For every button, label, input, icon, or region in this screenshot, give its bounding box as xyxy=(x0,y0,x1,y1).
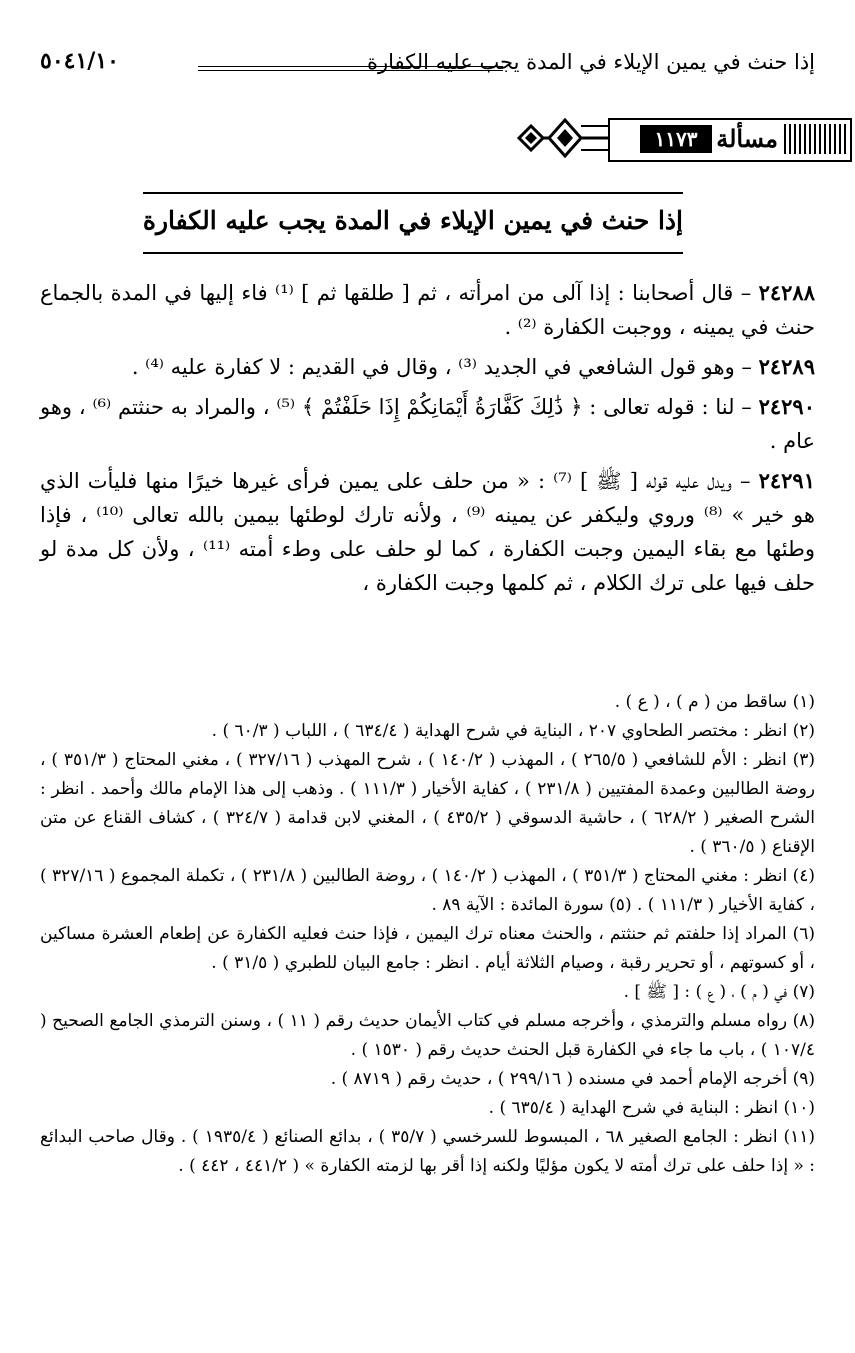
main-text xyxy=(40,276,815,606)
page-number: ٥٠٤١/١٠ xyxy=(40,48,119,74)
paragraph-text: – ويدل عليه قوله [ ﷺ ] ⁽⁷⁾ : « من حلف على يمين فرأى غيرها خيرًا منها فليأت الذي هو خير » ⁽⁸⁾ وروي وليكفر عن يمينه ⁽⁹⁾ ، ولأنه تارك لوطئها بيمين بالله تعالى ⁽¹⁰⁾ ، فإذا وطئها مع بقاء اليمين وجبت الكفارة ، كما لو حلف على وطء أمته ⁽¹¹⁾ ، ولأن كل مدة لو حلف فيها على ترك الكلام ، ثم كلمها وجبت الكفارة ، xyxy=(40,469,815,595)
footnote: (١٠) انظر : البناية في شرح الهداية ( ٦٣٥/٤ ) . xyxy=(488,1098,815,1118)
running-header xyxy=(40,50,815,84)
footnote: (٢) انظر : مختصر الطحاوي ٢٠٧ ، البناية في شرح الهداية ( ٦٣٤/٤ ) ، اللباب ( ٦٠/٣ ) . xyxy=(211,721,815,741)
masala-box xyxy=(608,118,852,162)
paragraph-number: ٢٤٢٩١ xyxy=(758,468,815,493)
paragraph-text: – لنا : قوله تعالى : ﴿ ذَٰلِكَ كَفَّارَةُ أَيْمَانِكُمْ إِذَا حَلَفْتُمْ ﴾ ⁽⁵⁾ ، والمراد به حنثتم ⁽⁶⁾ ، وهو عام . xyxy=(40,395,815,453)
footnote: (١) ساقط من ( م ) ، ( ع ) . xyxy=(614,692,815,712)
header-rule xyxy=(198,66,503,71)
paragraph-text: – قال أصحابنا : إذا آلى من امرأته ، ثم [ طلقها ثم ] ⁽¹⁾ فاء إليها في المدة بالجماع حنث في يمينه ، ووجبت الكفارة ⁽²⁾ . xyxy=(40,281,815,339)
paragraph-text: – وهو قول الشافعي في الجديد ⁽³⁾ ، وقال في القديم : لا كفارة عليه ⁽⁴⁾ . xyxy=(131,355,759,379)
running-title: إذا حنث في يمين الإيلاء في المدة يجب عليه الكفارة xyxy=(367,50,815,74)
masala-number: ١١٧٣ xyxy=(640,125,712,153)
footnote: (٤) انظر : مغني المحتاج ( ٣٥١/٣ ) ، المهذب ( ١٤٠/٢ ) ، روضة الطالبين ( ٢٣١/٨ ) ، تكملة المجموع ( ٣٢٧/١٦ ) ، كفاية الأخيار ( ١١١/٣ ) . (٥) سورة المائدة : الآية ٨٩ . xyxy=(40,866,815,915)
footnotes xyxy=(40,688,815,1181)
footnote: (١١) انظر : الجامع الصغير ٦٨ ، المبسوط للسرخسي ( ٣٥/٧ ) ، بدائع الصنائع ( ١٩٣٥/٤ ) . وقال صاحب البدائع : « إذا حلف على ترك أمته لا يكون مؤليًا ولكنه إذا أقر بها لزمته الكفارة » ( ٤٤١/٢ ، ٤٤٢ ) . xyxy=(40,1127,815,1176)
paragraph-number: ٢٤٢٨٨ xyxy=(758,280,815,305)
paragraph xyxy=(40,464,815,600)
paragraph-number: ٢٤٢٨٩ xyxy=(758,354,815,379)
section-title-box xyxy=(143,192,683,254)
paragraph xyxy=(40,390,815,458)
section-title: إذا حنث في يمين الإيلاء في المدة يجب عليه الكفارة xyxy=(142,206,683,235)
paragraph xyxy=(40,350,815,384)
footnote: (٧) في ( م ) ، ( ع ) : [ ﷺ ] . xyxy=(623,982,815,1002)
footnote: (٣) انظر : الأم للشافعي ( ٢٦٥/٥ ) ، المهذب ( ١٤٠/٢ ) ، شرح المهذب ( ٣٢٧/١٦ ) ، مغني المحتاج ( ٣٥١/٣ ) ، روضة الطالبين وعمدة المفتيين ( ٢٣١/٨ ) ، كفاية الأخيار ( ١١١/٣ ) . وذهب إلى هذا الإمام مالك وأحمد . انظر : الشرح الصغير ( ٦٢٨/٢ ) ، حاشية الدسوقي ( ٤٣٥/٢ ) ، المغني لابن قدامة ( ٣٢٤/٧ ) ، كشاف القناع عن متن الإقناع ( ٣٦٠/٥ ) . xyxy=(40,750,816,857)
footnote: (٨) رواه مسلم والترمذي ، وأخرجه مسلم في كتاب الأيمان حديث رقم ( ١١ ) ، وسنن الترمذي الجامع الصحيح ( ١٠٧/٤ ) ، باب ما جاء في الكفارة قبل الحنث حديث رقم ( ١٥٣٠ ) . xyxy=(40,1011,815,1060)
footnote: (٦) المراد إذا حلفتم ثم حنثتم ، والحنث معناه ترك اليمين ، فإذا حنث فعليه الكفارة عن إطعام العشرة مساكين ، أو كسوتهم ، أو تحرير رقبة ، وصيام الثلاثة أيام . انظر : جامع البيان للطبري ( ٣١/٥ ) . xyxy=(40,924,815,973)
ornament-icon xyxy=(515,112,615,164)
paragraph xyxy=(40,276,815,344)
stripes-decoration xyxy=(784,124,846,154)
footnote: (٩) أخرجه الإمام أحمد في مسنده ( ٢٩٩/١٦ ) ، حديث رقم ( ٨٧١٩ ) . xyxy=(330,1069,815,1089)
masala-banner xyxy=(515,112,855,164)
paragraph-number: ٢٤٢٩٠ xyxy=(758,394,815,419)
masala-label: مسألة xyxy=(716,124,778,153)
